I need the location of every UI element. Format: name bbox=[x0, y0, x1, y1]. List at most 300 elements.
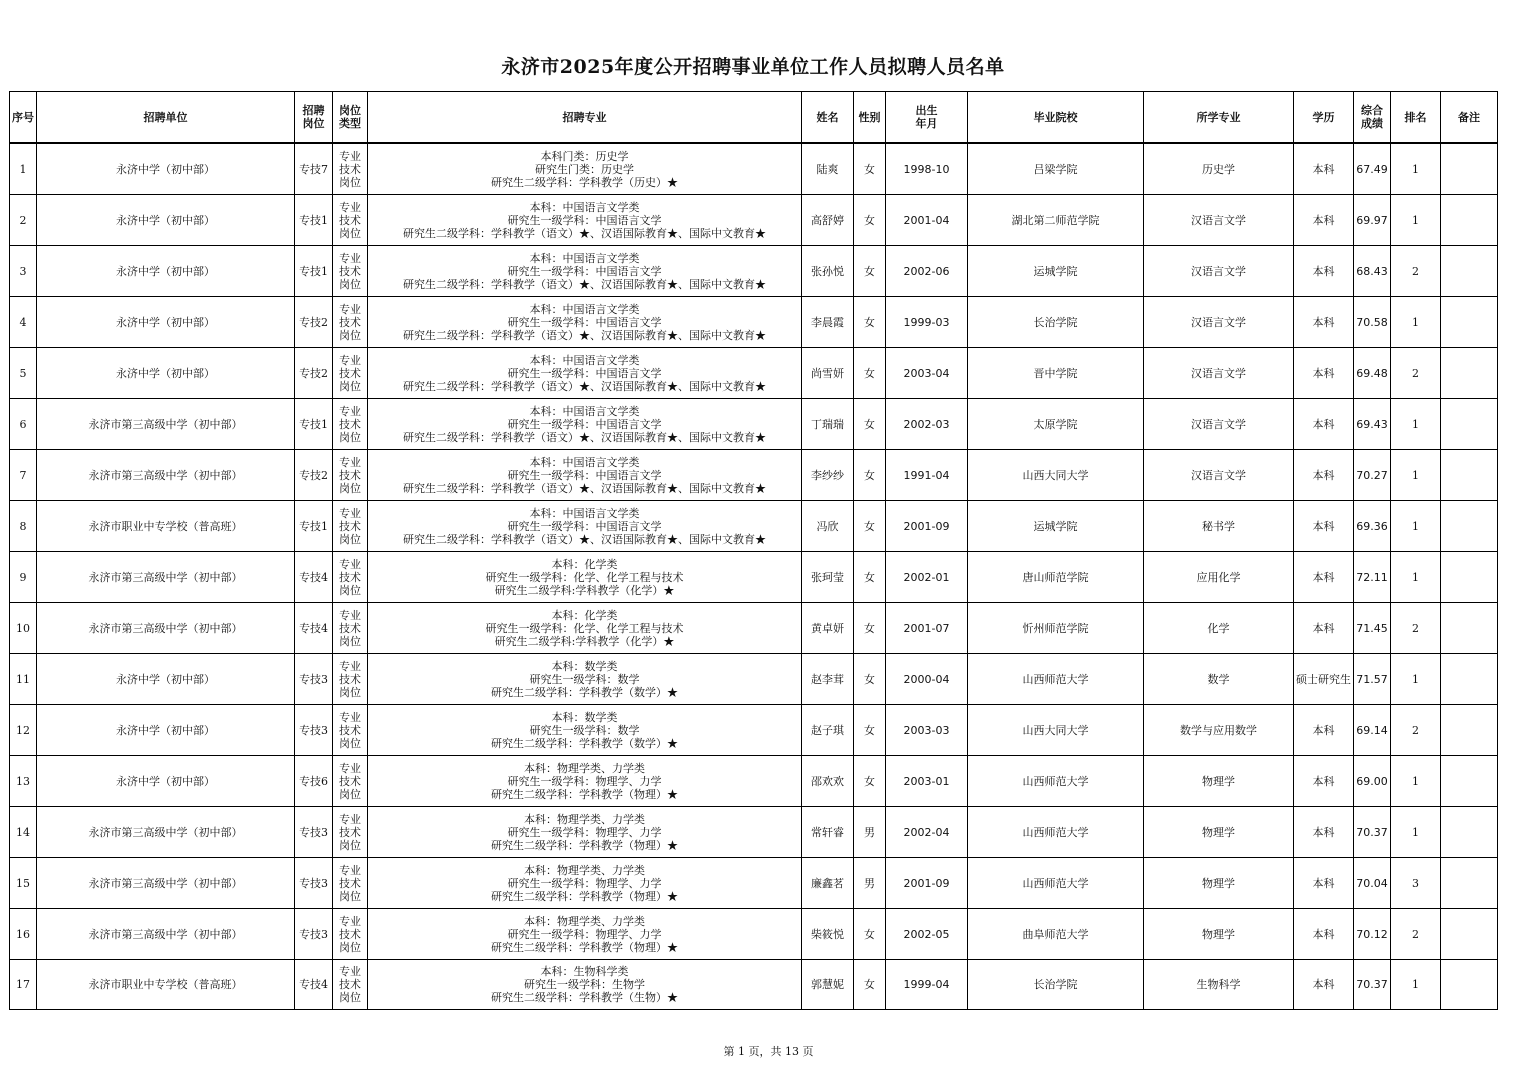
cell-major bbox=[368, 858, 802, 909]
major-line: 研究生二级学科：学科教学（数学）★ bbox=[491, 736, 678, 750]
cell-post: 专技3 bbox=[295, 909, 333, 960]
cell-score: 68.43 bbox=[1354, 246, 1391, 297]
cell-no: 11 bbox=[10, 654, 37, 705]
cell-post-type bbox=[333, 858, 368, 909]
cell-school: 吕梁学院 bbox=[968, 143, 1144, 195]
major-line: 研究生一级学科：物理学、力学 bbox=[507, 774, 662, 788]
cell-rank: 1 bbox=[1391, 552, 1441, 603]
cell-score: 69.00 bbox=[1354, 756, 1391, 807]
post-type-line: 技术 bbox=[339, 825, 361, 839]
cell-name: 张珂莹 bbox=[802, 552, 854, 603]
table-row bbox=[10, 399, 1498, 450]
major-line: 研究生二级学科：学科教学（物理）★ bbox=[491, 838, 678, 852]
cell-birth: 1999-04 bbox=[886, 960, 968, 1010]
cell-score: 71.45 bbox=[1354, 603, 1391, 654]
cell-education: 本科 bbox=[1294, 246, 1354, 297]
cell-gender: 女 bbox=[854, 705, 886, 756]
cell-education: 本科 bbox=[1294, 909, 1354, 960]
cell-school: 运城学院 bbox=[968, 246, 1144, 297]
major-line: 研究生一级学科：中国语言文学 bbox=[507, 417, 662, 431]
cell-gender: 女 bbox=[854, 143, 886, 195]
cell-gender: 女 bbox=[854, 756, 886, 807]
major-line: 研究生二级学科：学科教学（生物）★ bbox=[491, 991, 678, 1004]
cell-unit: 永济市第三高级中学（初中部） bbox=[37, 909, 295, 960]
cell-rank: 2 bbox=[1391, 909, 1441, 960]
major-line: 研究生二级学科：学科教学（语文）★、汉语国际教育★、国际中文教育★ bbox=[403, 481, 766, 495]
cell-post: 专技1 bbox=[295, 399, 333, 450]
major-line: 本科门类：历史学 bbox=[540, 149, 629, 163]
cell-study: 物理学 bbox=[1144, 807, 1294, 858]
major-line: 研究生二级学科:学科教学（化学）★ bbox=[494, 634, 675, 648]
cell-birth: 2001-04 bbox=[886, 195, 968, 246]
cell-no: 15 bbox=[10, 858, 37, 909]
cell-post-type bbox=[333, 297, 368, 348]
cell-post-type bbox=[333, 705, 368, 756]
cell-post: 专技4 bbox=[295, 552, 333, 603]
post-type-line: 岗位 bbox=[339, 889, 361, 903]
major-line: 研究生二级学科：学科教学（物理）★ bbox=[491, 940, 678, 954]
cell-education: 本科 bbox=[1294, 195, 1354, 246]
post-type-line: 岗位 bbox=[339, 532, 361, 546]
cell-school: 长治学院 bbox=[968, 297, 1144, 348]
post-type-line: 专业 bbox=[339, 710, 361, 724]
cell-post-type bbox=[333, 807, 368, 858]
cell-note bbox=[1441, 858, 1498, 909]
post-type-line: 岗位 bbox=[339, 430, 361, 444]
cell-education: 本科 bbox=[1294, 552, 1354, 603]
major-line: 研究生二级学科:学科教学（化学）★ bbox=[494, 583, 675, 597]
cell-unit: 永济市职业中专学校（普高班） bbox=[37, 960, 295, 1010]
post-type-line: 技术 bbox=[339, 774, 361, 788]
cell-birth: 2002-04 bbox=[886, 807, 968, 858]
major-line: 研究生二级学科：学科教学（数学）★ bbox=[491, 685, 678, 699]
cell-name: 赵子琪 bbox=[802, 705, 854, 756]
cell-study: 数学与应用数学 bbox=[1144, 705, 1294, 756]
post-type-line: 岗位 bbox=[339, 328, 361, 342]
table-header-row bbox=[10, 92, 1498, 144]
cell-rank: 1 bbox=[1391, 450, 1441, 501]
post-type-line: 技术 bbox=[339, 723, 361, 737]
cell-name: 尚雪妍 bbox=[802, 348, 854, 399]
cell-note bbox=[1441, 807, 1498, 858]
major-line: 研究生一级学科：数学 bbox=[529, 672, 640, 686]
post-type-line: 专业 bbox=[339, 965, 361, 978]
cell-no: 10 bbox=[10, 603, 37, 654]
cell-study: 汉语言文学 bbox=[1144, 297, 1294, 348]
cell-no: 14 bbox=[10, 807, 37, 858]
table-row bbox=[10, 501, 1498, 552]
cell-name: 邵欢欢 bbox=[802, 756, 854, 807]
post-type-line: 技术 bbox=[339, 876, 361, 890]
major-line: 研究生一级学科：中国语言文学 bbox=[507, 264, 662, 278]
cell-school: 山西师范大学 bbox=[968, 807, 1144, 858]
post-type-line: 技术 bbox=[339, 570, 361, 584]
post-type-line: 岗位 bbox=[339, 787, 361, 801]
cell-name: 黄卓妍 bbox=[802, 603, 854, 654]
cell-birth: 2003-04 bbox=[886, 348, 968, 399]
major-line: 研究生二级学科：学科教学（语文）★、汉语国际教育★、国际中文教育★ bbox=[403, 277, 766, 291]
cell-post-type bbox=[333, 246, 368, 297]
major-line: 研究生一级学科：中国语言文学 bbox=[507, 366, 662, 380]
cell-study: 物理学 bbox=[1144, 756, 1294, 807]
post-type-line: 专业 bbox=[339, 353, 361, 367]
post-type-line: 专业 bbox=[339, 455, 361, 469]
cell-education: 本科 bbox=[1294, 450, 1354, 501]
cell-rank: 2 bbox=[1391, 246, 1441, 297]
header-col-gender: 性别 bbox=[854, 92, 886, 144]
cell-no: 13 bbox=[10, 756, 37, 807]
cell-no: 16 bbox=[10, 909, 37, 960]
post-type-line: 专业 bbox=[339, 659, 361, 673]
cell-note bbox=[1441, 654, 1498, 705]
cell-score: 70.27 bbox=[1354, 450, 1391, 501]
post-type-line: 专业 bbox=[339, 863, 361, 877]
cell-note bbox=[1441, 756, 1498, 807]
post-type-line: 技术 bbox=[339, 519, 361, 533]
cell-birth: 1991-04 bbox=[886, 450, 968, 501]
cell-birth: 1998-10 bbox=[886, 143, 968, 195]
post-type-line: 专业 bbox=[339, 608, 361, 622]
post-type-line: 技术 bbox=[339, 672, 361, 686]
cell-school: 晋中学院 bbox=[968, 348, 1144, 399]
cell-rank: 1 bbox=[1391, 297, 1441, 348]
post-type-line: 岗位 bbox=[339, 277, 361, 291]
cell-rank: 3 bbox=[1391, 858, 1441, 909]
header-col-unit: 招聘单位 bbox=[37, 92, 295, 144]
cell-no: 2 bbox=[10, 195, 37, 246]
cell-post: 专技2 bbox=[295, 348, 333, 399]
cell-no: 12 bbox=[10, 705, 37, 756]
cell-score: 69.14 bbox=[1354, 705, 1391, 756]
post-type-line: 岗位 bbox=[339, 583, 361, 597]
cell-study: 数学 bbox=[1144, 654, 1294, 705]
major-line: 研究生一级学科：数学 bbox=[529, 723, 640, 737]
post-type-line: 专业 bbox=[339, 149, 361, 163]
post-type-line: 技术 bbox=[339, 621, 361, 635]
post-type-line: 专业 bbox=[339, 404, 361, 418]
major-line: 研究生二级学科：学科教学（物理）★ bbox=[491, 889, 678, 903]
candidate-table bbox=[9, 91, 1498, 1010]
cell-gender: 女 bbox=[854, 450, 886, 501]
cell-post-type bbox=[333, 552, 368, 603]
cell-note bbox=[1441, 603, 1498, 654]
cell-no: 9 bbox=[10, 552, 37, 603]
cell-rank: 2 bbox=[1391, 603, 1441, 654]
cell-school: 曲阜师范大学 bbox=[968, 909, 1144, 960]
table-row bbox=[10, 348, 1498, 399]
cell-name: 陆爽 bbox=[802, 143, 854, 195]
table-row bbox=[10, 450, 1498, 501]
cell-gender: 女 bbox=[854, 654, 886, 705]
cell-gender: 男 bbox=[854, 807, 886, 858]
cell-education: 本科 bbox=[1294, 960, 1354, 1010]
cell-post-type bbox=[333, 501, 368, 552]
cell-education: 本科 bbox=[1294, 399, 1354, 450]
cell-no: 4 bbox=[10, 297, 37, 348]
cell-post-type bbox=[333, 756, 368, 807]
major-line: 本科：数学类 bbox=[551, 659, 618, 673]
major-line: 研究生二级学科：学科教学（语文）★、汉语国际教育★、国际中文教育★ bbox=[403, 328, 766, 342]
cell-note bbox=[1441, 399, 1498, 450]
cell-education: 本科 bbox=[1294, 501, 1354, 552]
cell-major bbox=[368, 756, 802, 807]
cell-education: 本科 bbox=[1294, 348, 1354, 399]
cell-gender: 女 bbox=[854, 501, 886, 552]
post-type-line: 岗位 bbox=[339, 736, 361, 750]
cell-education: 硕士研究生 bbox=[1294, 654, 1354, 705]
cell-major bbox=[368, 399, 802, 450]
cell-score: 69.43 bbox=[1354, 399, 1391, 450]
major-line: 本科：中国语言文学类 bbox=[529, 251, 640, 265]
cell-name: 冯欣 bbox=[802, 501, 854, 552]
cell-post: 专技2 bbox=[295, 297, 333, 348]
table-row bbox=[10, 654, 1498, 705]
cell-score: 69.97 bbox=[1354, 195, 1391, 246]
cell-unit: 永济中学（初中部） bbox=[37, 654, 295, 705]
cell-note bbox=[1441, 450, 1498, 501]
post-type-line: 技术 bbox=[339, 213, 361, 227]
major-line: 研究生一级学科：生物学 bbox=[524, 978, 645, 991]
cell-unit: 永济市第三高级中学（初中部） bbox=[37, 603, 295, 654]
cell-study: 汉语言文学 bbox=[1144, 195, 1294, 246]
post-type-line: 专业 bbox=[339, 251, 361, 265]
cell-name: 张孙悦 bbox=[802, 246, 854, 297]
cell-post: 专技7 bbox=[295, 143, 333, 195]
header-col-edu: 学历 bbox=[1294, 92, 1354, 144]
major-line: 研究生一级学科：中国语言文学 bbox=[507, 468, 662, 482]
cell-study: 秘书学 bbox=[1144, 501, 1294, 552]
header-col-type: 岗位 类型 bbox=[333, 92, 368, 144]
cell-study: 应用化学 bbox=[1144, 552, 1294, 603]
cell-score: 67.49 bbox=[1354, 143, 1391, 195]
major-line: 研究生一级学科：中国语言文学 bbox=[507, 315, 662, 329]
cell-education: 本科 bbox=[1294, 143, 1354, 195]
post-type-line: 技术 bbox=[339, 162, 361, 176]
post-type-line: 岗位 bbox=[339, 838, 361, 852]
cell-note bbox=[1441, 297, 1498, 348]
table-row bbox=[10, 297, 1498, 348]
post-type-line: 专业 bbox=[339, 302, 361, 316]
cell-name: 郭慧妮 bbox=[802, 960, 854, 1010]
cell-birth: 2002-03 bbox=[886, 399, 968, 450]
post-type-line: 岗位 bbox=[339, 685, 361, 699]
cell-rank: 1 bbox=[1391, 807, 1441, 858]
cell-name: 常轩睿 bbox=[802, 807, 854, 858]
cell-unit: 永济中学（初中部） bbox=[37, 246, 295, 297]
cell-study: 汉语言文学 bbox=[1144, 348, 1294, 399]
major-line: 研究生一级学科：化学、化学工程与技术 bbox=[485, 621, 684, 635]
cell-school: 太原学院 bbox=[968, 399, 1144, 450]
cell-unit: 永济中学（初中部） bbox=[37, 705, 295, 756]
cell-score: 69.48 bbox=[1354, 348, 1391, 399]
cell-major bbox=[368, 654, 802, 705]
cell-birth: 2003-01 bbox=[886, 756, 968, 807]
cell-birth: 2002-01 bbox=[886, 552, 968, 603]
header-col-post: 招聘 岗位 bbox=[295, 92, 333, 144]
cell-study: 物理学 bbox=[1144, 858, 1294, 909]
header-col-rank: 排名 bbox=[1391, 92, 1441, 144]
cell-note bbox=[1441, 348, 1498, 399]
header-col-no: 序号 bbox=[10, 92, 37, 144]
post-type-line: 技术 bbox=[339, 468, 361, 482]
cell-post-type bbox=[333, 348, 368, 399]
post-type-line: 岗位 bbox=[339, 991, 361, 1004]
cell-school: 忻州师范学院 bbox=[968, 603, 1144, 654]
cell-major bbox=[368, 143, 802, 195]
cell-post: 专技6 bbox=[295, 756, 333, 807]
post-type-line: 岗位 bbox=[339, 481, 361, 495]
cell-name: 廉鑫茗 bbox=[802, 858, 854, 909]
cell-note bbox=[1441, 960, 1498, 1010]
cell-score: 70.12 bbox=[1354, 909, 1391, 960]
cell-school: 山西师范大学 bbox=[968, 756, 1144, 807]
cell-note bbox=[1441, 195, 1498, 246]
cell-rank: 1 bbox=[1391, 756, 1441, 807]
cell-post-type bbox=[333, 960, 368, 1010]
cell-name: 赵李茸 bbox=[802, 654, 854, 705]
cell-post: 专技4 bbox=[295, 960, 333, 1010]
table-row bbox=[10, 705, 1498, 756]
major-line: 研究生一级学科：物理学、力学 bbox=[507, 825, 662, 839]
table-row bbox=[10, 195, 1498, 246]
cell-rank: 1 bbox=[1391, 399, 1441, 450]
cell-unit: 永济市第三高级中学（初中部） bbox=[37, 807, 295, 858]
cell-birth: 2001-09 bbox=[886, 858, 968, 909]
cell-name: 李纱纱 bbox=[802, 450, 854, 501]
post-type-line: 技术 bbox=[339, 264, 361, 278]
cell-name: 李晨霞 bbox=[802, 297, 854, 348]
cell-name: 柴筱悦 bbox=[802, 909, 854, 960]
cell-note bbox=[1441, 552, 1498, 603]
post-type-line: 岗位 bbox=[339, 175, 361, 189]
header-col-note: 备注 bbox=[1441, 92, 1498, 144]
cell-gender: 男 bbox=[854, 858, 886, 909]
cell-major bbox=[368, 297, 802, 348]
cell-study: 汉语言文学 bbox=[1144, 399, 1294, 450]
major-line: 本科：物理学类、力学类 bbox=[524, 863, 645, 877]
cell-study: 汉语言文学 bbox=[1144, 450, 1294, 501]
cell-birth: 2002-06 bbox=[886, 246, 968, 297]
cell-school: 山西师范大学 bbox=[968, 858, 1144, 909]
cell-post-type bbox=[333, 603, 368, 654]
cell-post: 专技1 bbox=[295, 246, 333, 297]
cell-study: 历史学 bbox=[1144, 143, 1294, 195]
major-line: 研究生二级学科：学科教学（语文）★、汉语国际教育★、国际中文教育★ bbox=[403, 532, 766, 546]
cell-score: 72.11 bbox=[1354, 552, 1391, 603]
cell-post-type bbox=[333, 450, 368, 501]
cell-post: 专技2 bbox=[295, 450, 333, 501]
cell-name: 高舒婷 bbox=[802, 195, 854, 246]
cell-unit: 永济市职业中专学校（普高班） bbox=[37, 501, 295, 552]
cell-rank: 1 bbox=[1391, 960, 1441, 1010]
major-line: 研究生二级学科：学科教学（语文）★、汉语国际教育★、国际中文教育★ bbox=[403, 379, 766, 393]
cell-major bbox=[368, 807, 802, 858]
major-line: 本科：数学类 bbox=[551, 710, 618, 724]
cell-note bbox=[1441, 501, 1498, 552]
cell-study: 物理学 bbox=[1144, 909, 1294, 960]
table-row bbox=[10, 909, 1498, 960]
cell-birth: 2000-04 bbox=[886, 654, 968, 705]
cell-gender: 女 bbox=[854, 603, 886, 654]
post-type-line: 专业 bbox=[339, 761, 361, 775]
cell-birth: 2001-09 bbox=[886, 501, 968, 552]
cell-major bbox=[368, 603, 802, 654]
post-type-line: 技术 bbox=[339, 417, 361, 431]
cell-score: 70.37 bbox=[1354, 807, 1391, 858]
cell-rank: 1 bbox=[1391, 654, 1441, 705]
cell-unit: 永济中学（初中部） bbox=[37, 143, 295, 195]
table-row bbox=[10, 858, 1498, 909]
major-line: 研究生一级学科：物理学、力学 bbox=[507, 927, 662, 941]
table-row bbox=[10, 960, 1498, 1010]
cell-unit: 永济中学（初中部） bbox=[37, 348, 295, 399]
major-line: 研究生一级学科：中国语言文学 bbox=[507, 213, 662, 227]
cell-unit: 永济中学（初中部） bbox=[37, 297, 295, 348]
cell-major bbox=[368, 960, 802, 1010]
cell-major bbox=[368, 501, 802, 552]
post-type-line: 专业 bbox=[339, 506, 361, 520]
cell-education: 本科 bbox=[1294, 603, 1354, 654]
post-type-line: 岗位 bbox=[339, 379, 361, 393]
cell-unit: 永济市第三高级中学（初中部） bbox=[37, 399, 295, 450]
cell-no: 5 bbox=[10, 348, 37, 399]
cell-major bbox=[368, 195, 802, 246]
major-line: 研究生二级学科：学科教学（历史）★ bbox=[491, 175, 678, 189]
cell-post-type bbox=[333, 909, 368, 960]
major-line: 本科：物理学类、力学类 bbox=[524, 761, 645, 775]
cell-gender: 女 bbox=[854, 960, 886, 1010]
cell-education: 本科 bbox=[1294, 705, 1354, 756]
page-title: 永济市2025年度公开招聘事业单位工作人员拟聘人员名单 bbox=[501, 56, 1005, 78]
cell-major bbox=[368, 348, 802, 399]
cell-birth: 2003-03 bbox=[886, 705, 968, 756]
major-line: 研究生二级学科：学科教学（语文）★、汉语国际教育★、国际中文教育★ bbox=[403, 226, 766, 240]
cell-major bbox=[368, 909, 802, 960]
cell-school: 山西师范大学 bbox=[968, 654, 1144, 705]
major-line: 本科：物理学类、力学类 bbox=[524, 812, 645, 826]
cell-school: 山西大同大学 bbox=[968, 705, 1144, 756]
header-col-major: 招聘专业 bbox=[368, 92, 802, 144]
post-type-line: 专业 bbox=[339, 557, 361, 571]
major-line: 研究生一级学科：化学、化学工程与技术 bbox=[485, 570, 684, 584]
cell-major bbox=[368, 246, 802, 297]
cell-education: 本科 bbox=[1294, 297, 1354, 348]
cell-no: 1 bbox=[10, 143, 37, 195]
cell-education: 本科 bbox=[1294, 807, 1354, 858]
major-line: 研究生一级学科：中国语言文学 bbox=[507, 519, 662, 533]
cell-unit: 永济市第三高级中学（初中部） bbox=[37, 858, 295, 909]
cell-rank: 1 bbox=[1391, 501, 1441, 552]
table-row bbox=[10, 756, 1498, 807]
cell-post: 专技3 bbox=[295, 807, 333, 858]
cell-education: 本科 bbox=[1294, 756, 1354, 807]
cell-school: 山西大同大学 bbox=[968, 450, 1144, 501]
post-type-line: 专业 bbox=[339, 812, 361, 826]
major-line: 本科：中国语言文学类 bbox=[529, 404, 640, 418]
cell-post-type bbox=[333, 399, 368, 450]
cell-study: 化学 bbox=[1144, 603, 1294, 654]
cell-study: 生物科学 bbox=[1144, 960, 1294, 1010]
cell-gender: 女 bbox=[854, 909, 886, 960]
cell-gender: 女 bbox=[854, 348, 886, 399]
cell-rank: 1 bbox=[1391, 143, 1441, 195]
cell-school: 长治学院 bbox=[968, 960, 1144, 1010]
cell-rank: 1 bbox=[1391, 195, 1441, 246]
major-line: 本科：中国语言文学类 bbox=[529, 455, 640, 469]
major-line: 本科：中国语言文学类 bbox=[529, 353, 640, 367]
major-line: 本科：物理学类、力学类 bbox=[524, 914, 645, 928]
post-type-line: 技术 bbox=[339, 978, 361, 991]
